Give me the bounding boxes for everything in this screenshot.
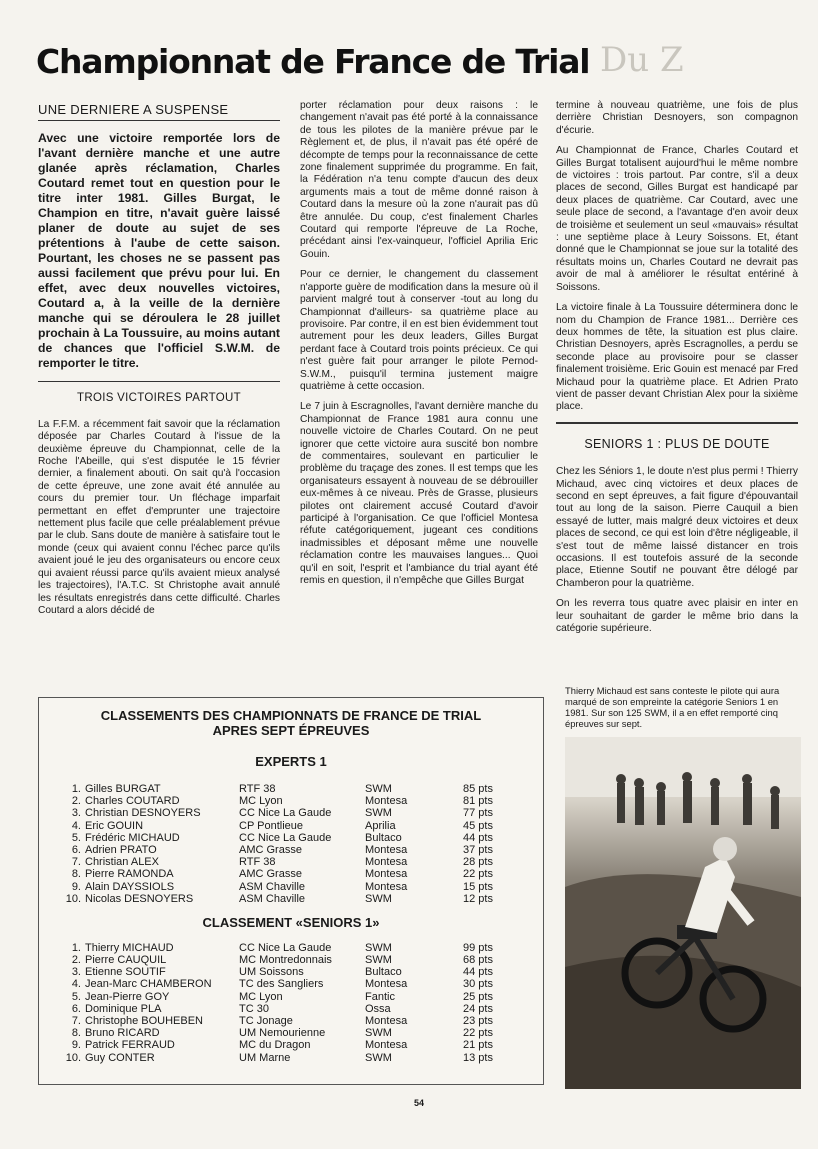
- club-cell: MC Montredonnais: [239, 954, 332, 967]
- rank-cell: 3.: [71, 966, 81, 979]
- moto-cell: Ossa: [365, 1002, 391, 1015]
- name-cell: Alain DAYSSIOLS: [85, 880, 175, 893]
- name-cell: Charles COUTARD: [85, 795, 180, 808]
- name-cell: Frédéric MICHAUD: [85, 831, 180, 844]
- points-cell: 24 pts: [463, 1002, 493, 1015]
- name-cell: Bruno RICARD: [85, 1027, 160, 1040]
- seniors-table: [39, 942, 543, 1064]
- moto-cell: Montesa: [365, 795, 408, 808]
- name-cell: Jean-Marc CHAMBERON: [85, 978, 212, 991]
- rank-cell: 9.: [71, 880, 81, 893]
- rank-cell: 6.: [71, 1002, 81, 1015]
- table-row: [39, 820, 543, 832]
- moto-cell: SWM: [365, 954, 392, 967]
- name-cell: Nicolas DESNOYERS: [85, 892, 194, 905]
- name-cell: Guy CONTER: [85, 1051, 155, 1064]
- trial-rider-photo: [565, 737, 801, 1089]
- rank-cell: 7.: [71, 1015, 81, 1027]
- section-heading-suspense: UNE DERNIERE A SUSPENSE: [38, 100, 280, 121]
- article-lead: Avec une victoire remportée lors de l'avant dernière manche et une autre glanée après réclamation, Charles Coutard remet tout en question pour le titre inter 1981. Gilles Burgat, le Champion en titre, n'avait guère laissé planer de doute au sujet de ses prétentions à l'aube de cette saison. Pourtant, les choses ne se passent pas aussi facilement que prévu pour lui. En effet, avec deux nouvelles victoires, Coutard a, à la veille de la dernière manche qui se déroulera le 28 juillet prochain à La Toussuire, au moins autant de chances que l'officiel S.W.M. de remporter le titre.: [38, 131, 280, 371]
- table-row: [39, 893, 543, 905]
- points-cell: 37 pts: [463, 843, 493, 856]
- bleed-through-text: Du Z: [600, 40, 684, 80]
- club-cell: UM Marne: [239, 1051, 291, 1064]
- club-cell: CC Nice La Gaude: [239, 831, 332, 844]
- moto-cell: SWM: [365, 1051, 392, 1064]
- table-row: [39, 795, 543, 807]
- paragraph: Au Championnat de France, Charles Coutard et Gilles Burgat totalisent aujourd'hui le même nombre de victoires : trois partout. Par contre, s'il a deux places de second, Gilles Burgat est handicapé par deux places de quatrième. Car Coutard, avec une seule place de second, a l'avantage d'en avoir deux de troisième et seulement un seul «mauvais» résultat : une septième place à Leury Soissons. Et, étant donné que le Championnat se joue sur la totalité des résultats moins un, Charles Coutard ne devrait pas avoir de mal à améliorer le résultat entériné à Soissons.: [556, 145, 798, 293]
- table-row: [39, 783, 543, 795]
- paragraph: La victoire finale à La Toussuire déterminera donc le nom du Champion de France 1981... Derrière ces deux hommes de tête, la situation est plus claire. Christian Desnoyers, après Escragnolles, a perdu se seconde place au provisoire pour se classer finalement troisième. Eric Gouin est menacé par Fred Michaud pour la quatrième place. Et Adrien Prato vient de passer devant Christian Alex pour la sixième place.: [556, 302, 798, 413]
- moto-cell: Montesa: [365, 843, 408, 856]
- points-cell: 81 pts: [463, 795, 493, 808]
- name-cell: Jean-Pierre GOY: [85, 990, 170, 1003]
- name-cell: Pierre CAUQUIL: [85, 954, 167, 967]
- seniors-title: CLASSEMENT «SENIORS 1»: [202, 914, 380, 930]
- moto-cell: Fantic: [365, 990, 395, 1003]
- paragraph: Pour ce dernier, le changement du classement n'apporte guère de modification dans la mesure où il parvient malgré tout à conserver -tout au long du Championnat d'ailleurs- sa quatrième place au provisoire. Par contre, il en est bien évidemment tout autrement pour les deux leaders, Gilles Burgat perdant face à Coutard trois points précieux. Ce qui n'est guère fait pour arranger le pilote Pernod-S.W.M., puisqu'il termina justement maigre quatrième à cette occasion.: [300, 269, 538, 392]
- experts-title: EXPERTS 1: [255, 754, 327, 769]
- moto-cell: Montesa: [365, 880, 408, 893]
- rank-cell: 2.: [71, 795, 81, 808]
- points-cell: 28 pts: [463, 856, 493, 869]
- column-2: [300, 100, 538, 595]
- rank-cell: 6.: [71, 843, 81, 856]
- experts-table: [39, 783, 543, 905]
- rank-cell: 10.: [65, 892, 81, 905]
- points-cell: 77 pts: [463, 807, 493, 820]
- results-box: [38, 697, 544, 1085]
- moto-cell: Montesa: [365, 856, 408, 869]
- paragraph: Chez les Séniors 1, le doute n'est plus permi ! Thierry Michaud, avec cinq victoires et deux places de second en sept épreuves, a fait figure d'épouvantail tout au long de la saison. Pierre Cauquil a bien essayé de lutter, mais malgré deux victoires et deux places de second, ce qui est loin d'être négligeable, il s'est tout de même laissé distancer en trois occasions. Il est toutefois assuré de la seconde place, Etienne Soutif ne pouvant être délogé par Chamberon pour la quatrième.: [556, 466, 798, 589]
- results-title-line2: APRES SEPT ÉPREUVES: [212, 723, 370, 738]
- club-cell: TC Jonage: [239, 1015, 293, 1027]
- points-cell: 68 pts: [463, 954, 493, 967]
- club-cell: MC Lyon: [239, 990, 283, 1003]
- points-cell: 23 pts: [463, 1015, 493, 1027]
- moto-cell: Bultaco: [365, 966, 402, 979]
- moto-cell: SWM: [365, 807, 392, 820]
- club-cell: ASM Chaville: [239, 880, 306, 893]
- points-cell: 85 pts: [463, 783, 493, 795]
- moto-cell: Montesa: [365, 1039, 408, 1052]
- points-cell: 25 pts: [463, 990, 493, 1003]
- moto-cell: SWM: [365, 1027, 392, 1040]
- table-row: [39, 1015, 543, 1027]
- name-cell: Pierre RAMONDA: [85, 868, 174, 881]
- table-row: [39, 954, 543, 966]
- points-cell: 21 pts: [463, 1039, 493, 1052]
- points-cell: 22 pts: [463, 868, 493, 881]
- rank-cell: 8.: [71, 868, 81, 881]
- table-row: [39, 807, 543, 819]
- moto-cell: Montesa: [365, 868, 408, 881]
- table-row: [39, 1003, 543, 1015]
- club-cell: MC Lyon: [239, 795, 283, 808]
- club-cell: TC des Sangliers: [239, 978, 324, 991]
- column-3: [556, 100, 798, 643]
- name-cell: Thierry MICHAUD: [85, 941, 174, 954]
- paragraph: La F.F.M. a récemment fait savoir que la réclamation déposée par Charles Coutard à l'issue de la deuxième épreuve du Championnat, celle de la Roche l'Abeille, qui s'est disputée le 15 février dernier, a finalement abouti. On sait qu'à l'occasion de cette épreuve, une zone avait été annulée au cours du premier tour. Un fléchage imparfait permettant en effet d'emprunter une trajectoire nettement plus facile que celle préalablement prévue par le club. Sans doute de manière à satisfaire tout le monde (ceux qui avaient connu l'échec parce qu'ils avaient joué le jeu des organisateurs ou encore ceux qui avaient réussi parce qu'ils avaient mieux analysé les trajectoires), l'A.T.C. St Christophe avait annulé les résultats enregistrés dans cette difficulté. Charles Coutard a alors décidé de: [38, 418, 280, 616]
- rank-cell: 1.: [71, 941, 81, 954]
- rank-cell: 8.: [71, 1027, 81, 1040]
- rank-cell: 3.: [71, 807, 81, 820]
- rank-cell: 1.: [71, 783, 81, 795]
- name-cell: Christian ALEX: [85, 856, 159, 869]
- moto-cell: SWM: [365, 941, 392, 954]
- column-1: [38, 100, 280, 625]
- name-cell: Eric GOUIN: [85, 819, 144, 832]
- name-cell: Patrick FERRAUD: [85, 1039, 175, 1052]
- rank-cell: 4.: [71, 819, 81, 832]
- points-cell: 12 pts: [463, 892, 493, 905]
- page-title: Championnat de France de Trial: [36, 42, 590, 81]
- table-row: [39, 881, 543, 893]
- paragraph: Le 7 juin à Escragnolles, l'avant dernière manche du Championnat de France 1981 aura connu une nouvelle victoire de Charles Coutard. On ne peut ignorer que cette victoire aura suscité bon nombre de commentaires, soulevant en particulier le problème du traçage des zones. Il est temps que les organisateurs essayent à nouveau de se débrouiller eux-mêmes à ce niveau. Près de Grasse, plusieurs pilotes ont clairement accusé Coutard d'avoir participé à l'organisation. Ce que l'officiel Montesa réfute catégoriquement, jugeant ces conditions inadmissibles et déposant même une nouvelle réclamation contre les mauvaises langues... Quoi qu'il en soit, l'esprit et l'ambiance du trial ayant été remis en question, il n'empêche que Gilles Burgat: [300, 401, 538, 587]
- club-cell: ASM Chaville: [239, 892, 306, 905]
- table-row: [39, 991, 543, 1003]
- moto-cell: Aprilia: [365, 819, 396, 832]
- club-cell: TC 30: [239, 1002, 269, 1015]
- points-cell: 45 pts: [463, 819, 493, 832]
- rank-cell: 2.: [71, 954, 81, 967]
- seniors-section: [556, 422, 798, 636]
- club-cell: CC Nice La Gaude: [239, 941, 332, 954]
- points-cell: 99 pts: [463, 941, 493, 954]
- table-row: [39, 1027, 543, 1039]
- table-row: [39, 978, 543, 990]
- club-cell: RTF 38: [239, 856, 276, 869]
- moto-cell: SWM: [365, 783, 392, 795]
- rank-cell: 5.: [71, 990, 81, 1003]
- rank-cell: 4.: [71, 978, 81, 991]
- moto-cell: Bultaco: [365, 831, 402, 844]
- club-cell: CC Nice La Gaude: [239, 807, 332, 820]
- table-row: [39, 868, 543, 880]
- section-heading-seniors: SENIORS 1 : PLUS DE DOUTE: [584, 436, 770, 451]
- table-row: [39, 832, 543, 844]
- table-row: [39, 856, 543, 868]
- rank-cell: 5.: [71, 831, 81, 844]
- paragraph: porter réclamation pour deux raisons : le changement n'avait pas été porté à la connaissance de tous les pilotes de la manière prévue par le Règlement et, de plus, il n'avait pas été opéré de décompte de temps pour la reconnaissance de cette zone finalement supprimée du programme. En fait, la Fédération n'a tenu compte d'aucun des deux arguments mais a tout de même donné raison à Coutard dans la mesure où la zone n'aurait pas dû être annulée. Du coup, c'est finalement Charles Coutard qui remporte l'épreuve de La Roche, précédant ainsi l'ex-vainqueur, l'officiel Aprilia Eric Gouin.: [300, 100, 538, 260]
- table-row: [39, 966, 543, 978]
- club-cell: UM Soissons: [239, 966, 304, 979]
- points-cell: 44 pts: [463, 966, 493, 979]
- photo-illustration: [565, 737, 801, 1089]
- moto-cell: SWM: [365, 892, 392, 905]
- club-cell: CP Pontlieue: [239, 819, 304, 832]
- paragraph: termine à nouveau quatrième, une fois de plus derrière Christian Desnoyers, son compagnon d'écurie.: [556, 100, 798, 136]
- points-cell: 15 pts: [463, 880, 493, 893]
- rank-cell: 7.: [71, 856, 81, 869]
- rank-cell: 9.: [71, 1039, 81, 1052]
- points-cell: 30 pts: [463, 978, 493, 991]
- table-row: [39, 844, 543, 856]
- name-cell: Gilles BURGAT: [85, 783, 161, 795]
- name-cell: Etienne SOUTIF: [85, 966, 166, 979]
- name-cell: Christophe BOUHEBEN: [85, 1015, 203, 1027]
- club-cell: UM Nemourienne: [239, 1027, 326, 1040]
- points-cell: 13 pts: [463, 1051, 493, 1064]
- paragraph: On les reverra tous quatre avec plaisir en inter en leur souhaitant de garder le même brio dans la catégorie supérieure.: [556, 598, 798, 635]
- results-title-line1: CLASSEMENTS DES CHAMPIONNATS DE FRANCE DE TRIAL: [100, 708, 482, 723]
- page-number: 54: [414, 1098, 425, 1108]
- photo-caption: Thierry Michaud est sans conteste le pilote qui aura marqué de son empreinte la catégorie Seniors 1 en 1981. Sur son 125 SWM, il a en effet remporté cinq épreuves sur sept.: [565, 685, 780, 729]
- table-row: [39, 1052, 543, 1064]
- club-cell: AMC Grasse: [239, 843, 302, 856]
- moto-cell: Montesa: [365, 978, 408, 991]
- rank-cell: 10.: [65, 1051, 81, 1064]
- name-cell: Christian DESNOYERS: [85, 807, 201, 820]
- club-cell: RTF 38: [239, 783, 276, 795]
- table-row: [39, 942, 543, 954]
- club-cell: AMC Grasse: [239, 868, 302, 881]
- points-cell: 22 pts: [463, 1027, 493, 1040]
- name-cell: Dominique PLA: [85, 1002, 162, 1015]
- moto-cell: Montesa: [365, 1015, 408, 1027]
- table-row: [39, 1039, 543, 1051]
- name-cell: Adrien PRATO: [85, 843, 157, 856]
- club-cell: MC du Dragon: [239, 1039, 311, 1052]
- points-cell: 44 pts: [463, 831, 493, 844]
- results-title: [39, 708, 543, 738]
- section-heading-victoires: TROIS VICTOIRES PARTOUT: [38, 381, 280, 410]
